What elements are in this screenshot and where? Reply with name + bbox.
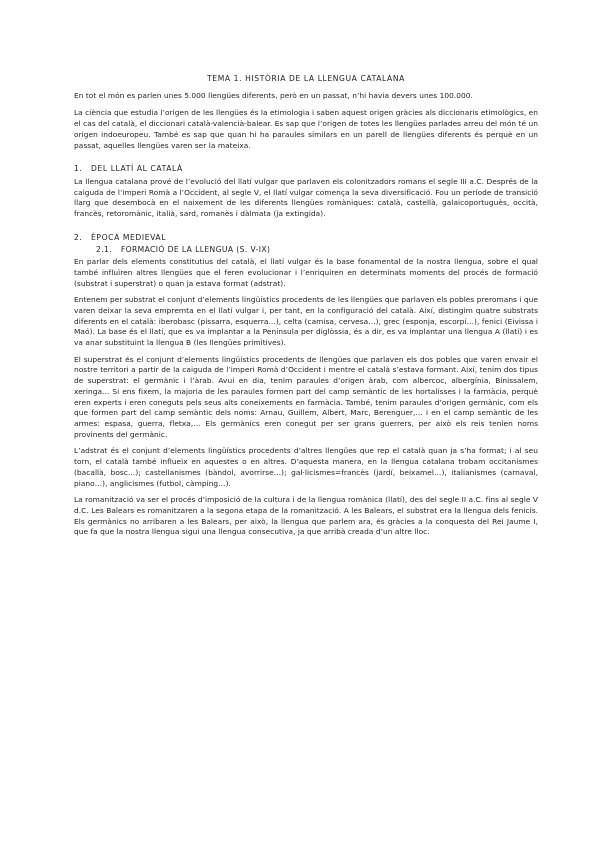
subsection-2-1-number: 2.1.: [96, 245, 113, 255]
intro-paragraph-2: La ciència que estudia l’origen de les llengües és la etimologia i saben aquest origen gràcies als diccionaris etimològics, en el cas del català, el diccionari català-valencià-balear. Es sap que l’origen de totes les llengües parlades arreu del món té un origen indoeuropeu. També es sap que quan hi ha paraules similars en un parell de llengües diferents és perquè en un passat, aquelles llengües varen ser la mateixa.: [74, 108, 538, 150]
section-2-title: ÈPOCA MEDIEVAL: [91, 232, 167, 242]
section-2-paragraph-1: En parlar dels elements constitutius del català, el llatí vulgar és la base fonamental de la nostra llengua, sobre el qual també influïren altres llengües que el feren evolucionar i l’enriquiren en determinats moments del procés de formació (substrat i superstrat) o quan ja estava format (adstrat).: [74, 257, 538, 288]
section-1-heading: [74, 164, 538, 175]
section-2-paragraph-5: La romanització va ser el procés d’imposició de la cultura i de la llengua romànica (llatí), des del segle II a.C. fins al segle V d.C. Les Balears es romanitzaren a la segona etapa de la romanització. A les Balears, el substrat era la llengua dels fenicis. Els germànics no arribaren a les Balears, per això, la llengua que parlem ara, és gràcies a la conquesta del Rei Jaume I, que fa que la nostra llengua sigui una llengua consecutiva, ja que arribà creada d’un altre lloc.: [74, 495, 538, 537]
document-title: TEMA 1. HISTÒRIA DE LA LLENGUA CATALANA: [207, 74, 405, 83]
subsection-2-1-title: FORMACIÓ DE LA LLENGUA (S. V-IX): [120, 245, 271, 255]
section-1-title: DEL LLATÍ AL CATALÀ: [91, 164, 183, 174]
section-2-number: 2.: [74, 232, 83, 242]
section-1-paragraph: La llengua catalana prové de l’evolució del llatí vulgar que parlaven els colonitzadors romans el segle III a.C. Després de la caiguda de l’imperi Romà a l’Occident, al segle V, el llatí vulgar comença la seva diversificació. Fou un període de transició llarg que desembocà en el naixement de les diferents llengües romàniques: català, castellà, galaicoportuguès, occità, francès, retoromànic, italià, sard, romanès i dàlmata (ja extingida).: [74, 176, 538, 219]
intro-paragraph-1: En tot el món es parlen unes 5.000 llengües diferents, però en un passat, n’hi havia devers unes 100.000.: [74, 90, 473, 100]
subsection-2-1-heading: [96, 245, 538, 256]
section-2-paragraph-2: Entenem per substrat el conjunt d’elements lingüístics procedents de les llengües que parlaven els pobles preromans i que varen deixar la seva empremta en el llatí vulgar i, per tant, en la configuració del català. Així, distingim quatre substrats diferents en el català: iberobasc (pissarra, esquerra…), celta (camisa, cervesa…), grec (esponja, escorpí…), fenici (Eivissa i Maó). La base és el llatí, que es va implantar a la Península per diglòssia, és a dir, es va implantar una llengua A (llatí) i es va anar substituint la llengua B (les llengües primitives).: [74, 295, 538, 348]
section-2-heading: [74, 233, 538, 244]
section-1-number: 1.: [74, 164, 83, 174]
section-2-paragraph-4: L’adstrat és el conjunt d’elements lingüístics procedents d’altres llengües que rep el català quan ja s’ha format; i al seu torn, el català també influeix en aquestes o en altres. D’aquesta manera, en la llengua catalana trobam occitanismes (bacallà, bosc…); castellanismes (bàndol, avorrirse…); gal·licismes=francès (jardí, beixamel…), italianismes (carnaval, piano…), anglicismes (futbol, càmping…).: [74, 446, 538, 488]
section-2-paragraph-3: El superstrat és el conjunt d’elements lingüístics procedents de llengües que parlaven els dos pobles que varen envair el nostre territori a partir de la caiguda de l’imperi Romà d’Occident i mentre el català s’estava formant. Així, tenim dos tipus de superstrat: el germànic i l’àrab. Avui en dia, tenim paraules d’origen àrab, com albercoc, albergínia, Binissalem, xeringa… Si ens fixem, la majoria de les paraules formen part del camp semàntic de les hortalisses i la farmàcia, perquè eren experts i eren coneguts pels seus alts coneixements en farmàcia. També, tenim paraules d’origen germànic, com els que formen part del camp semàntic dels noms: Arnau, Guillem, Albert, Marc, Berenguer,… i en el camp semàntic de les armes: espasa, guerra, fletxa,… Els germànics eren conegut per ser grans guerrers, per això els reis tenien noms provinents del germànic.: [74, 354, 538, 439]
